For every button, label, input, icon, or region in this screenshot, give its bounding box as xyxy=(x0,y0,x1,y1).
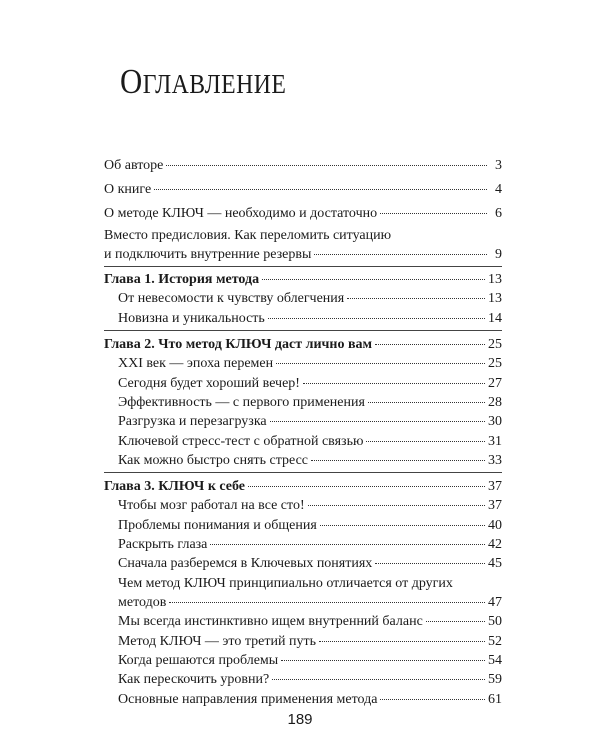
section-divider xyxy=(104,266,502,267)
toc-entry[interactable] xyxy=(118,612,502,631)
toc-entry-page: 45 xyxy=(488,556,502,571)
toc-entry-title: Мы всегда инстинктивно ищем внутренний баланс xyxy=(118,614,423,629)
toc-entry-title: Глава 2. Что метод КЛЮЧ даст лично вам xyxy=(104,337,373,352)
dot-leader xyxy=(380,213,487,214)
toc-entry[interactable] xyxy=(118,309,502,328)
dot-leader xyxy=(281,660,485,661)
toc-entry[interactable] xyxy=(118,554,502,573)
toc-entry-title: и подключить внутренние резервы xyxy=(104,247,312,262)
toc-entry-page: 52 xyxy=(488,634,502,649)
toc-entry[interactable] xyxy=(118,393,502,412)
dot-leader xyxy=(320,525,485,526)
toc-entry[interactable] xyxy=(118,535,502,554)
toc-entry-page: 33 xyxy=(488,453,502,468)
title-initial: О xyxy=(120,62,143,101)
toc-entry-title: Глава 3. КЛЮЧ к себе xyxy=(104,479,246,494)
toc-entry[interactable] xyxy=(118,374,502,393)
dot-leader xyxy=(380,699,485,700)
dot-leader xyxy=(375,563,485,564)
dot-leader xyxy=(366,441,485,442)
toc-chapter[interactable] xyxy=(104,335,502,354)
toc-entry-title: Основные направления применения метода xyxy=(118,692,378,707)
dot-leader xyxy=(347,298,485,299)
toc-entry-page: 47 xyxy=(488,595,502,610)
toc-entry-page: 6 xyxy=(495,206,502,221)
toc-entry[interactable] xyxy=(104,204,502,223)
dot-leader xyxy=(154,189,487,190)
toc-entry-page: 25 xyxy=(488,337,502,352)
toc-chapter[interactable] xyxy=(104,477,502,496)
toc-entry[interactable] xyxy=(118,289,502,308)
toc-entry-page: 28 xyxy=(488,395,502,410)
toc-entry[interactable] xyxy=(118,496,502,515)
toc-entry-page: 25 xyxy=(488,356,502,371)
dot-leader xyxy=(169,602,485,603)
toc-entry-title: Об авторе xyxy=(104,158,164,173)
dot-leader xyxy=(368,402,485,403)
section-divider xyxy=(104,330,502,331)
toc-chapter[interactable] xyxy=(104,270,502,289)
dot-leader xyxy=(276,363,485,364)
toc-entry-line1: Чем метод КЛЮЧ принципиально отличается от других xyxy=(118,576,453,591)
toc-entry-title: Когда решаются проблемы xyxy=(118,653,279,668)
toc-entry[interactable] xyxy=(118,670,502,689)
toc-entry[interactable] xyxy=(104,245,502,264)
dot-leader xyxy=(166,165,487,166)
toc-entry-title: Ключевой стресс-тест с обратной связью xyxy=(118,434,364,449)
dot-leader xyxy=(262,279,485,280)
toc-entry-page: 30 xyxy=(488,414,502,429)
toc-entry-line1: Вместо предисловия. Как переломить ситуацию xyxy=(104,228,392,243)
toc-entry-title: Сегодня будет хороший вечер! xyxy=(118,376,300,391)
toc-entry-title: Эффективность — с первого применения xyxy=(118,395,365,410)
toc-entry-page: 31 xyxy=(488,434,502,449)
toc-entry-page: 54 xyxy=(488,653,502,668)
toc-entry-title: Проблемы понимания и общения xyxy=(118,518,317,533)
toc-entry-page: 59 xyxy=(488,672,502,687)
toc-entry-page: 27 xyxy=(488,376,502,391)
toc-entry-title: Сначала разберемся в Ключевых понятиях xyxy=(118,556,373,571)
toc-entry[interactable] xyxy=(118,412,502,431)
toc-entry-title: Как можно быстро снять стресс xyxy=(118,453,309,468)
toc-entry-title: Метод КЛЮЧ — это третий путь xyxy=(118,634,316,649)
dot-leader xyxy=(426,621,485,622)
dot-leader xyxy=(311,460,485,461)
toc-entry-title: XXI век — эпоха перемен xyxy=(118,356,274,371)
toc-entry-page: 4 xyxy=(495,182,502,197)
toc-entry-page: 61 xyxy=(488,692,502,707)
toc-entry[interactable] xyxy=(118,516,502,535)
toc-entry-title: Разгрузка и перезагрузка xyxy=(118,414,267,429)
toc-entry-page: 3 xyxy=(495,158,502,173)
dot-leader xyxy=(314,254,487,255)
toc-entry-title: Глава 1. История метода xyxy=(104,272,260,287)
toc-entry[interactable] xyxy=(104,180,502,199)
title-rest: ГЛАВЛЕНИЕ xyxy=(142,69,287,99)
toc-entry-page: 9 xyxy=(495,247,502,262)
toc-entry-title: методов xyxy=(118,595,167,610)
toc-entry[interactable] xyxy=(118,432,502,451)
dot-leader xyxy=(303,383,485,384)
toc-entry-page: 50 xyxy=(488,614,502,629)
toc-entry[interactable] xyxy=(118,354,502,373)
toc-entry-title: Чтобы мозг работал на все сто! xyxy=(118,498,305,513)
dot-leader xyxy=(272,679,485,680)
toc-entry-title: О книге xyxy=(104,182,152,197)
toc-entry-title: Раскрыть глаза xyxy=(118,537,208,552)
toc-entry-title: Новизна и уникальность xyxy=(118,311,265,326)
toc-entry[interactable] xyxy=(118,593,502,612)
toc-entry-title: Как перескочить уровни? xyxy=(118,672,270,687)
toc-entry[interactable] xyxy=(118,690,502,709)
toc-entry[interactable] xyxy=(118,451,502,470)
dot-leader xyxy=(319,641,485,642)
section-divider xyxy=(104,472,502,473)
dot-leader xyxy=(308,505,485,506)
page-number: 189 xyxy=(287,711,313,728)
toc-entry-page: 37 xyxy=(488,498,502,513)
toc-entry-page: 13 xyxy=(488,291,502,306)
dot-leader xyxy=(210,544,485,545)
toc-entry[interactable] xyxy=(118,651,502,670)
toc-entry-page: 14 xyxy=(488,311,502,326)
dot-leader xyxy=(268,318,485,319)
toc-entry-title: О методе КЛЮЧ — необходимо и достаточно xyxy=(104,206,378,221)
toc-entry-page: 13 xyxy=(488,272,502,287)
toc-entry-page: 40 xyxy=(488,518,502,533)
toc-entry-page: 37 xyxy=(488,479,502,494)
dot-leader xyxy=(270,421,485,422)
toc-entry[interactable] xyxy=(104,156,502,175)
toc-entry-title: От невесомости к чувству облегчения xyxy=(118,291,345,306)
dot-leader xyxy=(248,486,485,487)
dot-leader xyxy=(375,344,485,345)
toc-entry[interactable] xyxy=(118,632,502,651)
toc-entry-page: 42 xyxy=(488,537,502,552)
